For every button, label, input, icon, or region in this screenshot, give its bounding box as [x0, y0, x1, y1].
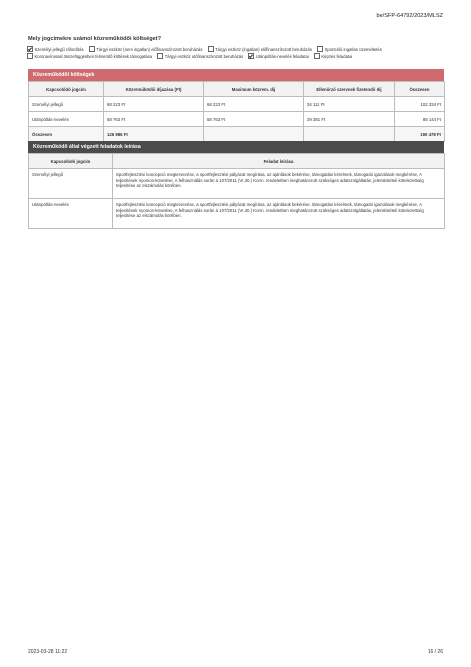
table-cell: Sportfejlesztési koncepció megtervezése, a sportfejlesztési pályázat megírása, az ajánlások bekérése, támogatási kérelmek, támogatói igazolások megkérése, A teljesítések nyomon-követése, A felhasználás során a 107/2011 (VI.30.) Korm. rendeletben meghatározott szükséges adatszolgáltatás, jelentéstételi kötelezettség teljesítése az elszámolás körében.	[113, 169, 445, 199]
checkbox-label: Személyi jellegű ráfordítás	[34, 47, 84, 52]
table-cell: 102 334 Ft	[395, 97, 445, 112]
total-sum: 190 478 Ft	[395, 127, 445, 142]
table-cell: 34 111 Ft	[304, 97, 395, 112]
checkbox-ingatlan-uzemeltetes[interactable]	[317, 46, 382, 53]
checkbox-empty-icon	[89, 46, 95, 52]
table-total-row	[29, 127, 445, 142]
table-row	[29, 112, 445, 127]
checkbox-label: Tárgyi eszköz utófinanszírozott beruházás	[164, 54, 244, 59]
checkbox-label: Koronavírussal összefüggésben felmerülő költések támogatása	[34, 54, 153, 59]
checkbox-checked-icon	[27, 46, 33, 52]
column-header: Kapcsolódó jogcím	[29, 154, 113, 169]
column-header: Ellenőrző szervnek fizetendő díj	[304, 82, 395, 97]
costs-table	[28, 81, 445, 142]
question-title: Mely jogcímekre számol közreműködői költséget?	[28, 36, 162, 42]
table-cell: 68 223 Ft	[204, 97, 304, 112]
table-row	[29, 97, 445, 112]
checkbox-koronavirus[interactable]	[27, 53, 152, 60]
table-cell: 88 144 Ft	[395, 112, 445, 127]
checkbox-szemelyi[interactable]	[27, 46, 84, 53]
table-cell: Utánpótlás-nevelés	[29, 112, 104, 127]
footer-timestamp: 2023-03-28 11:22	[28, 649, 68, 655]
jogcim-checkbox-group	[27, 46, 447, 60]
column-header: Közreműködői díjazása (Ft)	[104, 82, 204, 97]
table-cell: 58 763 Ft	[204, 112, 304, 127]
table-cell: 58 763 Ft	[104, 112, 204, 127]
checkbox-label: Tárgyi eszköz (ingatlan) előfinanszírozott beruházás	[215, 47, 312, 52]
checkbox-checked-icon	[248, 53, 254, 59]
table-cell: 29 381 Ft	[304, 112, 395, 127]
checkbox-label: Sportcélú ingatlan üzemeltetés	[324, 47, 382, 52]
checkbox-label: Utánpótlás-nevelés feladatai	[255, 54, 309, 59]
table-row	[29, 199, 445, 229]
tasks-table	[28, 153, 445, 229]
checkbox-targyi-nem-ingatlan[interactable]	[89, 46, 203, 53]
costs-section-title: Közreműködői költségek	[28, 69, 444, 81]
total-control	[304, 127, 395, 142]
table-row	[29, 169, 445, 199]
checkbox-empty-icon	[27, 53, 33, 59]
page-number: 16 / 26	[427, 649, 443, 655]
column-header: Maximum közrem. díj	[204, 82, 304, 97]
checkbox-targyi-ingatlan[interactable]	[208, 46, 312, 53]
checkbox-empty-icon	[314, 53, 320, 59]
checkbox-empty-icon	[317, 46, 323, 52]
checkbox-label: Tárgyi eszköz (nem ingatlan) előfinanszírozott beruházás	[96, 47, 203, 52]
checkbox-kepzes[interactable]	[314, 53, 352, 60]
checkbox-utanpotlas[interactable]	[248, 53, 308, 60]
table-header-row	[29, 82, 445, 97]
column-header: Összesen	[395, 82, 445, 97]
table-cell: Személyi jellegű	[29, 97, 104, 112]
column-header: Kapcsolódó jogcím	[29, 82, 104, 97]
total-max	[204, 127, 304, 142]
total-label: Összesen	[29, 127, 104, 142]
table-cell: Sportfejlesztési koncepció megtervezése, a sportfejlesztési pályázat megírása, az ajánlások bekérése, támogatási kérelmek, támogatói igazolások megkérése, A teljesítések nyomon-követése, A felhasználás során a 107/2011 (VI.30.) Korm. rendeletben meghatározott szükséges adatszolgáltatás, jelentéstételi kötelezettség teljesítése az elszámolás körében.	[113, 199, 445, 229]
checkbox-label: Képzés feladatai	[321, 54, 353, 59]
checkbox-utofinanszirozott[interactable]	[157, 53, 243, 60]
column-header: Feladat leírása	[113, 154, 445, 169]
table-cell: 68 223 Ft	[104, 97, 204, 112]
total-fee: 126 986 Ft	[104, 127, 204, 142]
checkbox-empty-icon	[208, 46, 214, 52]
tasks-section-title: Közreműködő által végzett feladatok leírása	[28, 141, 444, 153]
checkbox-empty-icon	[157, 53, 163, 59]
table-cell: Személyi jellegű	[29, 169, 113, 199]
document-reference: be/SFP-64792/2023/MLSZ	[376, 13, 443, 19]
table-cell: Utánpótlás-nevelés	[29, 199, 113, 229]
table-header-row	[29, 154, 445, 169]
